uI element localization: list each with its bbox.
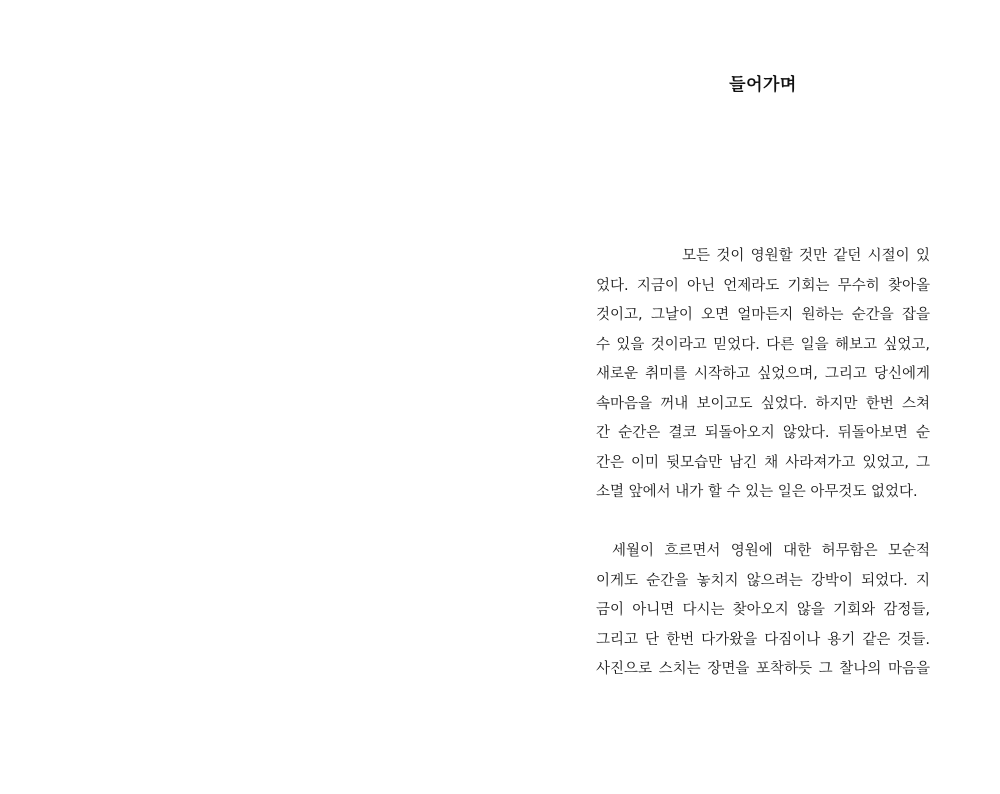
text-line: 금이 아니면 다시는 찾아오지 않을 기회와 감정들, <box>596 602 930 618</box>
text-line: 간 순간은 결코 되돌아오지 않았다. 뒤돌아보면 순 <box>596 425 930 441</box>
text-line: 새로운 취미를 시작하고 싶었으며, 그리고 당신에게 <box>596 366 930 382</box>
right-page <box>500 0 1000 794</box>
text-line: 모든 것이 영원할 것만 같던 시절이 있 <box>682 248 930 264</box>
text-line: 이게도 순간을 놓치지 않으려는 강박이 되었다. 지 <box>596 572 930 589</box>
text-line: 그리고 단 한번 다가왔을 다짐이나 용기 같은 것들. <box>596 631 930 648</box>
text-line: 것이고, 그날이 오면 얼마든지 원하는 순간을 잡을 <box>596 307 930 323</box>
text-line: 수 있을 것이라고 믿었다. 다른 일을 해보고 싶었고, <box>596 336 930 353</box>
text-line: 소멸 앞에서 내가 할 수 있는 일은 아무것도 없었다. <box>596 484 918 500</box>
text-line: 세월이 흐르면서 영원에 대한 허무함은 모순적 <box>612 543 930 559</box>
text-line: 속마음을 꺼내 보이고도 싶었다. 하지만 한번 스쳐 <box>596 395 930 412</box>
text-line: 사진으로 스치는 장면을 포착하듯 그 찰나의 마음을 <box>596 661 930 677</box>
paragraph-gap <box>596 508 930 538</box>
text-line: 간은 이미 뒷모습만 남긴 채 사라져가고 있었고, 그 <box>596 454 930 471</box>
body-text <box>596 242 930 685</box>
chapter-title: 들어가며 <box>729 75 797 95</box>
text-line: 었다. 지금이 아닌 언제라도 기회는 무수히 찾아올 <box>596 277 930 294</box>
